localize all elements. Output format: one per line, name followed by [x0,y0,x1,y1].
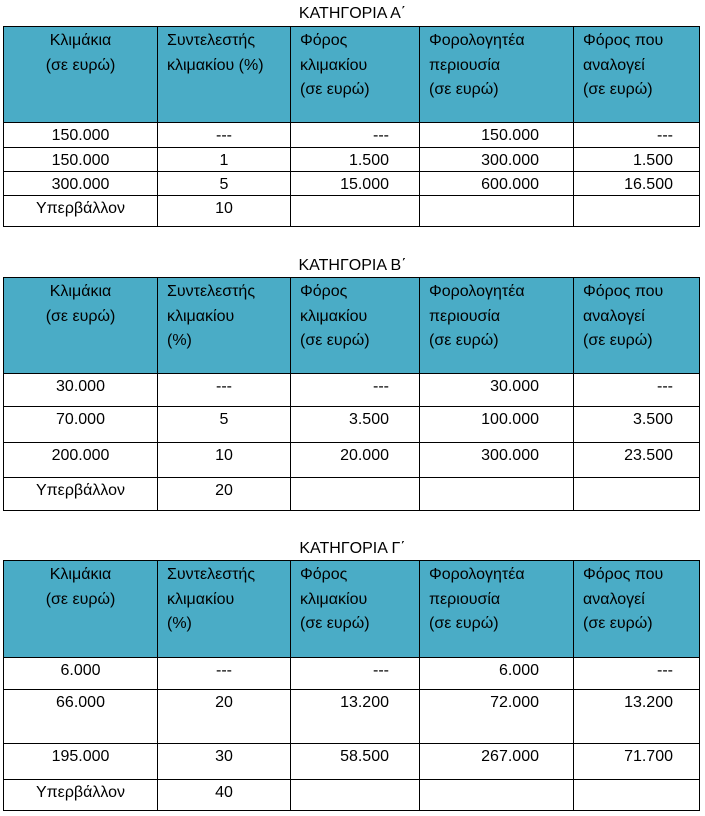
table-row [4,407,700,443]
header-text: αναλογεί [583,307,645,325]
cell-text: 6.000 [60,662,101,679]
cell [574,780,700,811]
cell [420,478,574,511]
cell [291,780,420,811]
header-cell-tier-tax [291,561,420,658]
cell-text: 3.500 [632,411,673,428]
cell [420,443,574,478]
cell [4,443,158,478]
cell-text: --- [216,378,232,395]
table-a-header-row [4,27,700,123]
cell [158,478,291,511]
header-text: (σε ευρώ) [45,56,116,74]
header-text: Φόρος που [583,32,664,49]
header-cell-rate [158,278,291,374]
header-text: (σε ευρώ) [429,81,499,98]
cell [574,658,700,690]
header-text: (σε ευρώ) [45,307,116,325]
cell [291,443,420,478]
cell [4,407,158,443]
header-text: κλιμακίου [300,590,368,608]
cell [291,123,420,148]
table-row [4,443,700,478]
cell [4,148,158,172]
cell-text: 5 [219,411,229,428]
header-text: Κλιμάκια [49,32,112,49]
header-text: (σε ευρώ) [300,332,370,349]
cell [4,374,158,407]
table-row [4,780,700,811]
cell [420,658,574,690]
cell [158,407,291,443]
cell [291,196,420,227]
table-a-title: ΚΑΤΗΓΟΡΙΑ Α΄ [298,5,407,22]
cell [420,148,574,172]
cell [291,478,420,511]
cell [420,172,574,196]
header-text: περιουσία [429,590,501,608]
header-cell-rate [158,27,291,123]
cell-text [420,478,539,481]
table-c-header-row [4,561,700,658]
cell-text: 72.000 [490,694,539,711]
header-text: αναλογεί [583,56,645,74]
table-c-title: ΚΑΤΗΓΟΡΙΑ Γ΄ [299,540,406,557]
header-text: Φόρος που [583,283,664,300]
cell [420,374,574,407]
cell [420,123,574,148]
cell [4,196,158,227]
header-text: Φόρος που [583,566,664,583]
header-text: Φορολογητέα [429,283,525,300]
cell [420,744,574,780]
cell [158,744,291,780]
cell [158,148,291,172]
cell-text: 13.200 [340,694,389,711]
cell-text: --- [373,662,389,679]
table-b-title: ΚΑΤΗΓΟΡΙΑ Β΄ [298,257,407,274]
cell [158,374,291,407]
header-text: κλιμακίου [300,307,368,325]
cell-text: 1 [219,152,229,169]
header-text: κλιμακίου (%) [167,56,264,74]
cell [158,658,291,690]
table-row [4,690,700,744]
cell-text: 23.500 [624,447,673,464]
header-text: (σε ευρώ) [583,615,653,632]
cell-text: Υπερβάλλον [35,200,126,217]
cell-text [291,780,389,783]
header-text: (σε ευρώ) [45,590,116,608]
header-cell-rate [158,561,291,658]
cell-text: 20 [215,694,233,711]
header-cell-tier-tax [291,278,420,374]
cell [574,744,700,780]
header-text: περιουσία [429,307,501,325]
cell-text [291,478,389,481]
cell-text: 6.000 [498,662,539,679]
cell [420,780,574,811]
header-cell-tax-due [574,561,700,658]
cell-text: --- [373,127,389,144]
cell [158,196,291,227]
cell-text [574,196,673,199]
table-row [4,744,700,780]
cell [4,780,158,811]
table-b [3,277,700,511]
cell-text: 150.000 [51,152,110,169]
cell [574,196,700,227]
cell [4,690,158,744]
header-cell-tiers [4,278,158,374]
header-text: (%) [167,615,192,632]
cell-text: 40 [215,784,233,801]
header-text: Φόρος [300,283,348,300]
cell-text: 20.000 [340,447,389,464]
cell-text: 71.700 [624,748,673,765]
cell-text [420,780,539,783]
cell-text: 10 [215,447,233,464]
header-text: Συντελεστής [167,283,256,300]
cell-text: 200.000 [51,447,110,464]
cell [574,172,700,196]
cell-text: 195.000 [51,748,110,765]
cell-text [291,196,389,199]
header-cell-taxable-property [420,278,574,374]
cell-text: 300.000 [481,447,539,464]
table-row [4,374,700,407]
cell-text [574,478,673,481]
cell-text: 1.500 [348,152,389,169]
cell [574,690,700,744]
cell [574,443,700,478]
header-text: αναλογεί [583,590,645,608]
header-text: κλιμακίου [167,307,235,325]
cell [420,196,574,227]
cell-text: 10 [215,200,233,217]
table-row [4,172,700,196]
cell-text: 300.000 [481,152,539,169]
header-cell-tiers [4,561,158,658]
cell-text: 66.000 [56,694,105,711]
table-row [4,196,700,227]
cell [4,478,158,511]
header-cell-taxable-property [420,27,574,123]
header-text: περιουσία [429,56,501,74]
cell-text [574,780,673,783]
cell-text: 30 [215,748,233,765]
cell [4,744,158,780]
table-row [4,478,700,511]
header-text: Φόρος [300,566,348,583]
cell-text: Υπερβάλλον [35,482,126,499]
header-text: (σε ευρώ) [300,81,370,98]
cell-text: 58.500 [340,748,389,765]
cell [291,407,420,443]
cell [574,123,700,148]
cell-text: 70.000 [56,411,105,428]
cell-text: 13.200 [624,694,673,711]
header-text: Συντελεστής [167,32,256,49]
header-text: Κλιμάκια [49,283,112,300]
header-text: Κλιμάκια [49,566,112,583]
cell [291,148,420,172]
header-text: (σε ευρώ) [583,81,653,98]
cell-text: --- [216,127,232,144]
cell [574,407,700,443]
header-text: (σε ευρώ) [429,332,499,349]
cell-text [420,196,539,199]
cell-text: 150.000 [481,127,539,144]
table-row [4,658,700,690]
cell-text: 30.000 [490,378,539,395]
cell-text: 16.500 [624,176,673,193]
cell [291,658,420,690]
cell-text: --- [657,378,673,395]
header-text: (σε ευρώ) [300,615,370,632]
cell-text: 1.500 [632,152,673,169]
header-cell-tax-due [574,278,700,374]
cell-text: 100.000 [481,411,539,428]
header-cell-taxable-property [420,561,574,658]
cell-text: 300.000 [51,176,110,193]
cell-text: --- [657,662,673,679]
cell-text: --- [657,127,673,144]
cell-text: --- [216,662,232,679]
cell [291,172,420,196]
cell [574,478,700,511]
cell [158,443,291,478]
cell [158,172,291,196]
header-text: Φορολογητέα [429,32,525,49]
cell [291,374,420,407]
table-row [4,123,700,148]
header-text: (%) [167,332,192,349]
cell [420,690,574,744]
cell [158,123,291,148]
cell-text: 150.000 [51,127,110,144]
cell [158,780,291,811]
header-cell-tax-due [574,27,700,123]
table-c [3,560,700,811]
cell-text: 20 [215,482,233,499]
cell-text: --- [373,378,389,395]
header-text: (σε ευρώ) [429,615,499,632]
cell [4,658,158,690]
cell [4,123,158,148]
header-text: (σε ευρώ) [583,332,653,349]
header-text: Φόρος [300,32,348,49]
header-text: κλιμακίου [300,56,368,74]
table-a [3,26,700,227]
cell [574,374,700,407]
cell [291,690,420,744]
cell-text: 267.000 [481,748,539,765]
cell [291,744,420,780]
cell [574,148,700,172]
header-text: κλιμακίου [167,590,235,608]
header-cell-tiers [4,27,158,123]
header-text: Φορολογητέα [429,566,525,583]
header-cell-tier-tax [291,27,420,123]
cell [4,172,158,196]
cell-text: 30.000 [56,378,105,395]
cell-text: Υπερβάλλον [35,784,126,801]
table-b-header-row [4,278,700,374]
cell [158,690,291,744]
cell-text: 3.500 [348,411,389,428]
cell-text: 600.000 [481,176,539,193]
cell [420,407,574,443]
cell-text: 15.000 [340,176,389,193]
header-text: Συντελεστής [167,566,256,583]
cell-text: 5 [219,176,229,193]
table-row [4,148,700,172]
